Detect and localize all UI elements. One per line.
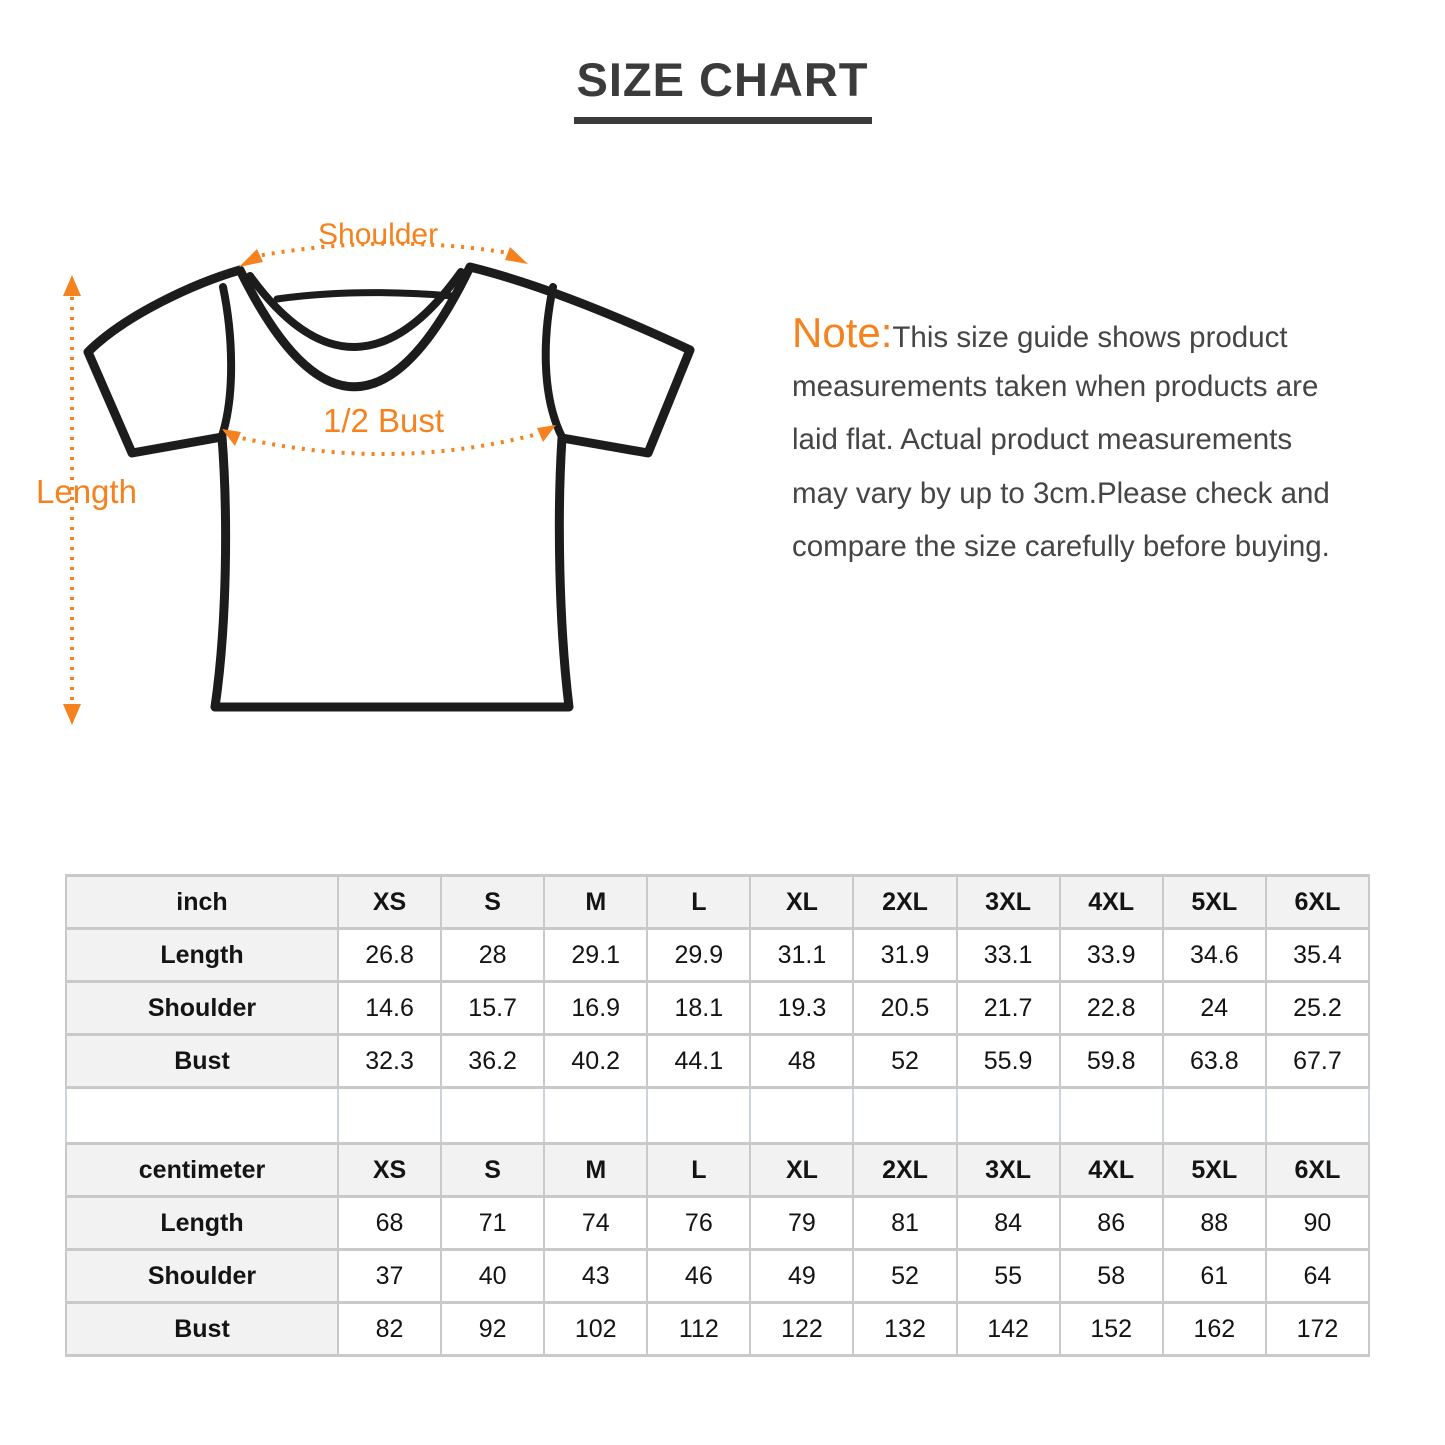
note-line: may vary by up to 3cm.Please check and	[792, 476, 1330, 510]
note-line: measurements taken when products are	[792, 369, 1319, 403]
note-text: This size guide shows product	[892, 321, 1288, 354]
value-cell: 64	[1266, 1250, 1369, 1303]
value-cell: 25.2	[1266, 982, 1369, 1035]
page-title: SIZE CHART	[574, 52, 872, 124]
value-cell: 55.9	[957, 1035, 1060, 1088]
size-table	[65, 874, 1370, 1357]
value-cell: 55	[957, 1250, 1060, 1303]
row-label: Shoulder	[66, 1250, 338, 1303]
collar-back-line	[277, 293, 453, 299]
value-cell: 63.8	[1163, 1035, 1266, 1088]
value-cell: 18.1	[647, 982, 750, 1035]
tshirt-outline	[88, 267, 690, 707]
value-cell: 88	[1163, 1197, 1266, 1250]
spacer-cell	[853, 1088, 956, 1144]
value-cell: 36.2	[441, 1035, 544, 1088]
length-label: Length	[36, 473, 137, 510]
value-cell: 132	[853, 1303, 956, 1356]
size-col-header: M	[544, 1144, 647, 1197]
value-cell: 33.1	[957, 929, 1060, 982]
spacer-cell	[544, 1088, 647, 1144]
note-block	[792, 306, 1404, 574]
value-cell: 52	[853, 1035, 956, 1088]
value-cell: 172	[1266, 1303, 1369, 1356]
value-cell: 71	[441, 1197, 544, 1250]
value-cell: 40	[441, 1250, 544, 1303]
value-cell: 162	[1163, 1303, 1266, 1356]
value-cell: 37	[338, 1250, 441, 1303]
spacer-cell	[441, 1088, 544, 1144]
spacer-cell	[750, 1088, 853, 1144]
value-cell: 29.1	[544, 929, 647, 982]
value-cell: 52	[853, 1250, 956, 1303]
value-cell: 122	[750, 1303, 853, 1356]
value-cell: 86	[1060, 1197, 1163, 1250]
value-cell: 82	[338, 1303, 441, 1356]
value-cell: 102	[544, 1303, 647, 1356]
shoulder-label: Shoulder	[318, 218, 439, 251]
value-cell: 90	[1266, 1197, 1369, 1250]
row-label: Bust	[66, 1303, 338, 1356]
table-row	[66, 982, 1369, 1035]
row-label: Shoulder	[66, 982, 338, 1035]
table-row	[66, 1197, 1369, 1250]
value-cell: 33.9	[1060, 929, 1163, 982]
value-cell: 40.2	[544, 1035, 647, 1088]
size-col-header: 6XL	[1266, 1144, 1369, 1197]
size-col-header: S	[441, 1144, 544, 1197]
value-cell: 26.8	[338, 929, 441, 982]
value-cell: 31.9	[853, 929, 956, 982]
value-cell: 49	[750, 1250, 853, 1303]
value-cell: 67.7	[1266, 1035, 1369, 1088]
size-col-header: M	[544, 876, 647, 929]
value-cell: 35.4	[1266, 929, 1369, 982]
value-cell: 142	[957, 1303, 1060, 1356]
note-line	[792, 306, 1404, 360]
unit-cell: centimeter	[66, 1144, 338, 1197]
size-col-header: 5XL	[1163, 876, 1266, 929]
size-col-header: 6XL	[1266, 876, 1369, 929]
value-cell: 92	[441, 1303, 544, 1356]
spacer-cell	[647, 1088, 750, 1144]
value-cell: 20.5	[853, 982, 956, 1035]
size-col-header: XL	[750, 876, 853, 929]
length-arrow-down-icon	[63, 704, 81, 725]
spacer-cell	[338, 1088, 441, 1144]
value-cell: 21.7	[957, 982, 1060, 1035]
value-cell: 58	[1060, 1250, 1163, 1303]
value-cell: 32.3	[338, 1035, 441, 1088]
length-arrow-up-icon	[63, 275, 81, 296]
size-col-header: 4XL	[1060, 1144, 1163, 1197]
note-label: Note:	[792, 309, 893, 356]
value-cell: 68	[338, 1197, 441, 1250]
spacer-cell	[1163, 1088, 1266, 1144]
size-col-header: 2XL	[853, 1144, 956, 1197]
value-cell: 84	[957, 1197, 1060, 1250]
value-cell: 28	[441, 929, 544, 982]
value-cell: 34.6	[1163, 929, 1266, 982]
size-col-header: L	[647, 1144, 750, 1197]
size-col-header: S	[441, 876, 544, 929]
tshirt-diagram-svg	[55, 215, 715, 730]
value-cell: 14.6	[338, 982, 441, 1035]
size-col-header: 3XL	[957, 876, 1060, 929]
value-cell: 48	[750, 1035, 853, 1088]
spacer-row	[66, 1088, 1369, 1144]
value-cell: 19.3	[750, 982, 853, 1035]
size-col-header: 3XL	[957, 1144, 1060, 1197]
half-bust-label: 1/2 Bust	[323, 402, 445, 439]
size-col-header: XL	[750, 1144, 853, 1197]
spacer-cell	[66, 1088, 338, 1144]
value-cell: 44.1	[647, 1035, 750, 1088]
size-col-header: 4XL	[1060, 876, 1163, 929]
value-cell: 29.9	[647, 929, 750, 982]
inch-header-row	[66, 876, 1369, 929]
row-label: Length	[66, 929, 338, 982]
tshirt-measurement-diagram	[55, 215, 715, 730]
value-cell: 112	[647, 1303, 750, 1356]
shoulder-arrow-right-icon	[505, 247, 528, 264]
size-col-header: L	[647, 876, 750, 929]
spacer-cell	[1266, 1088, 1369, 1144]
value-cell: 22.8	[1060, 982, 1163, 1035]
value-cell: 43	[544, 1250, 647, 1303]
value-cell: 76	[647, 1197, 750, 1250]
value-cell: 15.7	[441, 982, 544, 1035]
value-cell: 24	[1163, 982, 1266, 1035]
size-col-header: 2XL	[853, 876, 956, 929]
value-cell: 31.1	[750, 929, 853, 982]
value-cell: 59.8	[1060, 1035, 1163, 1088]
size-col-header: XS	[338, 876, 441, 929]
row-label: Length	[66, 1197, 338, 1250]
table-row	[66, 1303, 1369, 1356]
value-cell: 79	[750, 1197, 853, 1250]
value-cell: 61	[1163, 1250, 1266, 1303]
value-cell: 16.9	[544, 982, 647, 1035]
value-cell: 152	[1060, 1303, 1163, 1356]
table-row	[66, 1035, 1369, 1088]
value-cell: 46	[647, 1250, 750, 1303]
row-label: Bust	[66, 1035, 338, 1088]
value-cell: 74	[544, 1197, 647, 1250]
note-line: laid flat. Actual product measurements	[792, 423, 1293, 456]
spacer-cell	[1060, 1088, 1163, 1144]
size-col-header: XS	[338, 1144, 441, 1197]
title-wrap	[0, 52, 1445, 124]
unit-cell: inch	[66, 876, 338, 929]
centimeter-header-row	[66, 1144, 1369, 1197]
table-row	[66, 929, 1369, 982]
note-line: compare the size carefully before buying.	[792, 530, 1330, 563]
shoulder-arrow-left-icon	[239, 249, 263, 267]
spacer-cell	[957, 1088, 1060, 1144]
size-col-header: 5XL	[1163, 1144, 1266, 1197]
table-row	[66, 1250, 1369, 1303]
value-cell: 81	[853, 1197, 956, 1250]
